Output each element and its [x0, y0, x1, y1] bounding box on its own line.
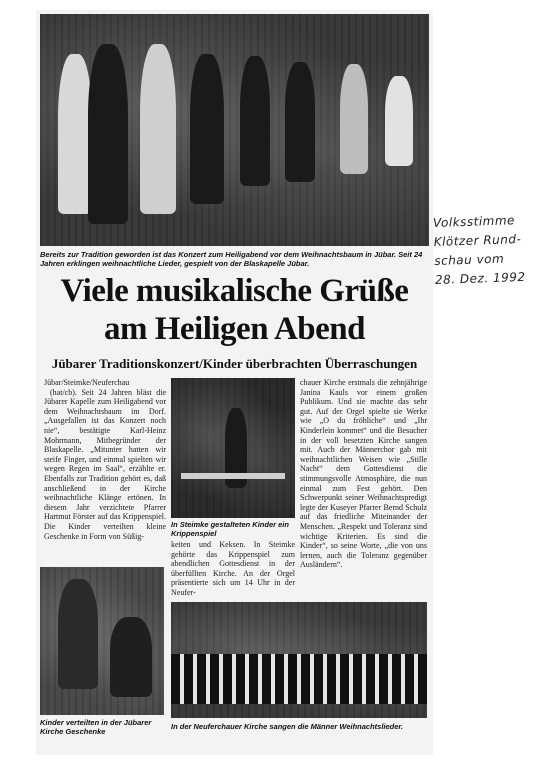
photo-br-caption: In der Neuferchauer Kirche sangen die Männer Weihnachtslieder.	[171, 722, 404, 731]
subheadline: Jübarer Traditionskonzert/Kinder überbrachten Überraschungen	[51, 356, 418, 371]
photo-mens-choir	[171, 602, 427, 718]
headline-line2: am Heiligen Abend	[103, 311, 366, 347]
article-column-2: keiten und Keksen. In Steimke gehörte das Krippenspiel zum abendlichen Gottesdienst in der überfüllten Kirche. An der Orgel präsentierte sich um 14 Uhr in der Neufer-	[171, 540, 295, 597]
article-column-1	[44, 378, 166, 563]
note-line-3: schau vom	[434, 251, 505, 269]
photo-bl-caption: Kinder verteilten in der Jübarer Kirche Geschenke	[40, 718, 152, 736]
handwritten-source-note	[433, 210, 552, 290]
photo-brass-band	[40, 14, 429, 246]
dateline: Jübar/Steimke/Neuferchau	[44, 378, 130, 387]
note-line-1: Volksstimme	[432, 213, 516, 231]
newspaper-clipping	[36, 10, 433, 755]
article-column-3: chauer Kirche erstmals die zehnjährige Janina Kauls vor einem großen Publikum. Und sie machte das sehr gut. Auf der Orgel spielte sie Werke wie „O du fröhliche“ und „Ihr Kinderlein kommet“ und die Besucher in der voll besetzten Kirche sangen mit. Auch der Männerchor gab mit weihnachtlichen Weisen wie „Stille Nacht“ dem Gottesdienst die stimmungsvolle Atmosphäre, die nun einmal zum Fest gehört. Den Schwerpunkt seiner Weihnachtspredigt legte der Kuseyer Pfarrer Bernd Schulz auf das friedliche Miteinander der Menschen. „Respekt und Toleranz sind wichtige Kriterien. Es sind die Kinder“, so seine Worte, „die von uns lernen, auch die Toleranz gegenüber Ausländern“.	[300, 378, 427, 570]
photo-mid-caption: In Steimke gestalteten Kinder ein Krippenspiel	[171, 520, 289, 538]
photo-top-caption: Bereits zur Tradition geworden ist das Konzert zum Heiligabend vor dem Weihnachtsbaum in Jübar. Seit 24 Jahren erklingen weihnachtliche Lieder, gespielt von der Blaskapelle Jübar.	[40, 250, 423, 268]
note-line-2: Klötzer Rund-	[433, 231, 522, 250]
headline-line1: Viele musikalische Grüße	[60, 273, 409, 309]
note-line-4: 28. Dez. 1992	[434, 269, 526, 288]
photo-nativity-play	[171, 378, 295, 518]
article-col1-text: (hat/cb). Seit 24 Jahren bläst die Jübarer Kapelle zum Heiligabend vor dem Weihnachtsbaum im Dorf. „Ausgefallen ist das Konzert noch nie“, bestätigte Karl-Heinz Mohrmann, Mitbegründer der Blaskapelle. „Mitunter hatten wir steife Finger, und einmal spielten wir wegen Regen im Saal“, erzählte er. Ebenfalls zur Tradition gehört es, daß anschließend in der Kirche weihnachtliche Klänge ertönen. In diesem Jahr verzichtete Pfarrer Hartmut Förster auf das Krippenspiel. Die Kinder verteilten kleine Geschenke in Form von Süßig-	[44, 387, 166, 541]
photo-children-gifts	[40, 567, 164, 715]
